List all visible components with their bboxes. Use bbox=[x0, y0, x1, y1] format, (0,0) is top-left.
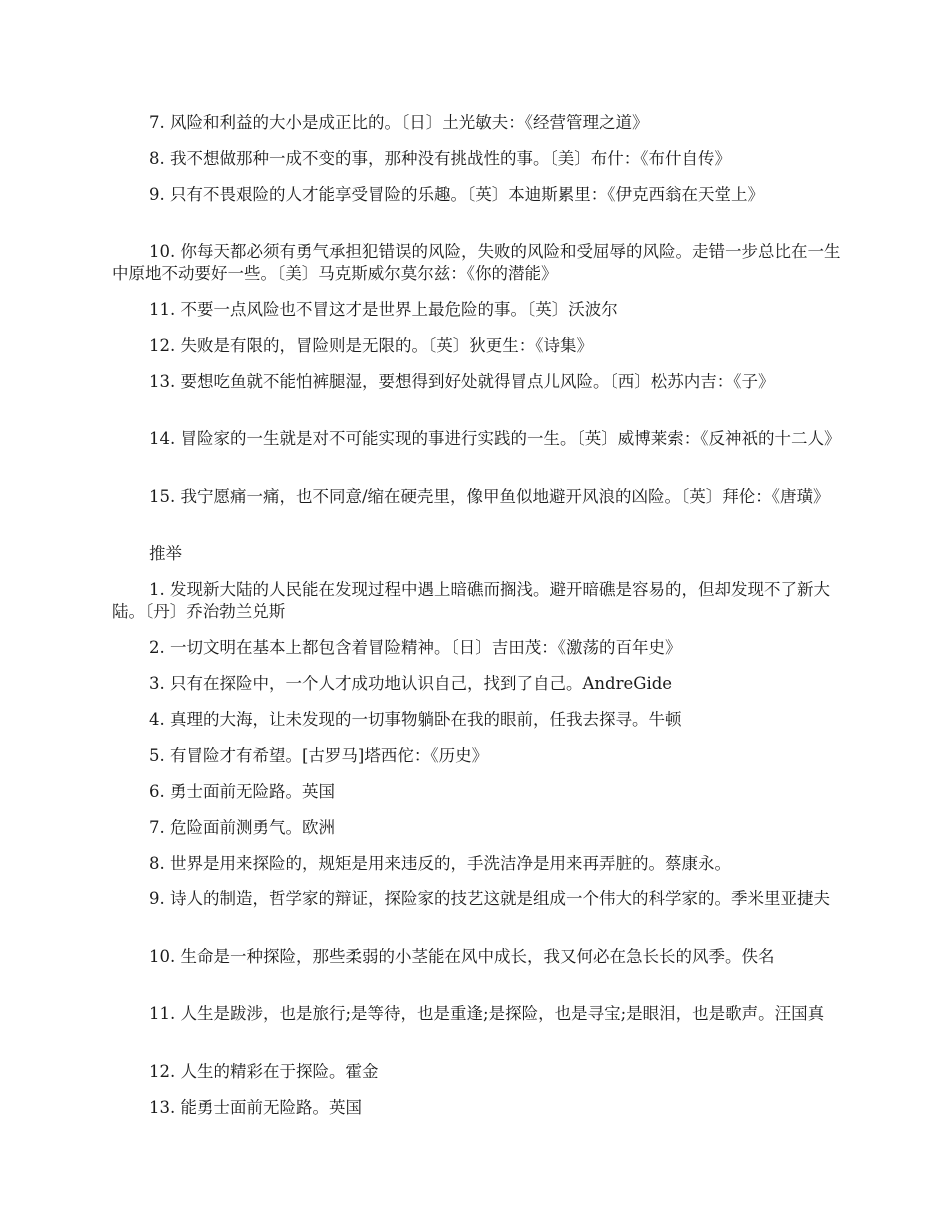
quote-paragraph bbox=[112, 781, 842, 803]
item-number: 4. bbox=[149, 710, 165, 729]
quote-paragraph bbox=[112, 579, 842, 623]
item-number: 10. bbox=[149, 242, 176, 261]
quote-text: 有冒险才有希望。[古罗马]塔西佗：《历史》 bbox=[170, 746, 489, 765]
quote-paragraph bbox=[112, 112, 842, 134]
item-number: 13. bbox=[149, 1098, 176, 1117]
quote-text: 我宁愿痛一痛，也不同意/缩在硬壳里，像甲鱼似地避开风浪的凶险。〔英〕拜伦：《唐璜》 bbox=[180, 487, 830, 506]
quote-text: 我不想做那种一成不变的事，那种没有挑战性的事。〔美〕布什：《布什自传》 bbox=[170, 149, 731, 168]
quote-text: 危险面前测勇气。欧洲 bbox=[170, 818, 335, 837]
section-heading bbox=[112, 543, 842, 565]
quote-text: 一切文明在基本上都包含着冒险精神。〔日〕吉田茂：《激荡的百年史》 bbox=[170, 638, 682, 657]
quote-text: 只有在探险中，一个人才成功地认识自己，找到了自己。AndreGide bbox=[170, 674, 673, 693]
item-number: 9. bbox=[149, 889, 165, 908]
quote-paragraph bbox=[112, 486, 842, 508]
quote-text: 能勇士面前无险路。英国 bbox=[180, 1098, 362, 1117]
quote-paragraph bbox=[112, 299, 842, 321]
quote-text: 生命是一种探险，那些柔弱的小茎能在风中成长，我又何必在急长长的风季。佚名 bbox=[180, 947, 775, 966]
quote-text: 冒险家的一生就是对不可能实现的事进行实践的一生。〔英〕威博莱索：《反神祇的十二人》 bbox=[180, 429, 841, 448]
item-number: 3. bbox=[149, 674, 165, 693]
quote-paragraph bbox=[112, 148, 842, 170]
quote-paragraph bbox=[112, 745, 842, 767]
quote-paragraph bbox=[112, 335, 842, 357]
item-number: 10. bbox=[149, 947, 176, 966]
quote-paragraph bbox=[112, 673, 842, 695]
quote-text: 要想吃鱼就不能怕裤腿湿，要想得到好处就得冒点儿风险。〔西〕松苏内吉：《子》 bbox=[180, 372, 775, 391]
quote-paragraph bbox=[112, 371, 842, 393]
quote-text: 诗人的制造，哲学家的辩证，探险家的技艺这就是组成一个伟大的科学家的。季米里亚捷夫 bbox=[170, 889, 830, 908]
item-number: 8. bbox=[149, 149, 165, 168]
quote-paragraph bbox=[112, 1003, 842, 1025]
quote-paragraph bbox=[112, 888, 842, 910]
quote-paragraph bbox=[112, 946, 842, 968]
quote-text: 人生的精彩在于探险。霍金 bbox=[180, 1062, 379, 1081]
item-number: 12. bbox=[149, 1062, 176, 1081]
item-number: 7. bbox=[149, 113, 165, 132]
quote-text: 失败是有限的，冒险则是无限的。〔英〕狄更生：《诗集》 bbox=[180, 336, 593, 355]
quote-text: 不要一点风险也不冒这才是世界上最危险的事。〔英〕沃波尔 bbox=[180, 300, 618, 319]
quote-paragraph bbox=[112, 428, 842, 450]
quote-text: 世界是用来探险的，规矩是用来违反的，手洗洁净是用来再弄脏的。蔡康永。 bbox=[170, 854, 731, 873]
item-number: 13. bbox=[149, 372, 176, 391]
quote-paragraph bbox=[112, 709, 842, 731]
quote-paragraph bbox=[112, 1061, 842, 1083]
quote-text: 发现新大陆的人民能在发现过程中遇上暗礁而搁浅。避开暗礁是容易的，但却发现不了新大陆。〔丹〕乔治勃兰兑斯 bbox=[112, 580, 830, 621]
quote-paragraph bbox=[112, 817, 842, 839]
item-number: 8. bbox=[149, 854, 165, 873]
item-number: 9. bbox=[149, 185, 165, 204]
item-number: 2. bbox=[149, 638, 165, 657]
quote-text: 只有不畏艰险的人才能享受冒险的乐趣。〔英〕本迪斯累里：《伊克西翁在天堂上》 bbox=[170, 185, 764, 204]
item-number: 12. bbox=[149, 336, 176, 355]
quote-text: 勇士面前无险路。英国 bbox=[170, 782, 335, 801]
item-number: 11. bbox=[149, 300, 176, 319]
item-number: 7. bbox=[149, 818, 165, 837]
item-number: 6. bbox=[149, 782, 165, 801]
quote-paragraph bbox=[112, 1097, 842, 1119]
item-number: 14. bbox=[149, 429, 176, 448]
item-number: 11. bbox=[149, 1004, 176, 1023]
quote-paragraph bbox=[112, 637, 842, 659]
quote-paragraph bbox=[112, 184, 842, 206]
quote-paragraph bbox=[112, 853, 842, 875]
quote-text: 人生是跋涉，也是旅行;是等待，也是重逢;是探险，也是寻宝;是眼泪，也是歌声。汪国真 bbox=[180, 1004, 825, 1023]
quote-text: 真理的大海，让未发现的一切事物躺卧在我的眼前，任我去探寻。牛顿 bbox=[170, 710, 682, 729]
quote-paragraph bbox=[112, 241, 842, 285]
item-number: 1. bbox=[149, 580, 165, 599]
quote-text: 你每天都必须有勇气承担犯错误的风险，失败的风险和受屈辱的风险。走错一步总比在一生中原地不动要好一些。〔美〕马克斯威尔莫尔兹：《你的潜能》 bbox=[112, 242, 841, 283]
quote-text: 风险和利益的大小是成正比的。〔日〕土光敏夫：《经营管理之道》 bbox=[170, 113, 649, 132]
item-number: 5. bbox=[149, 746, 165, 765]
section-heading-text: 推举 bbox=[149, 544, 182, 563]
item-number: 15. bbox=[149, 487, 176, 506]
